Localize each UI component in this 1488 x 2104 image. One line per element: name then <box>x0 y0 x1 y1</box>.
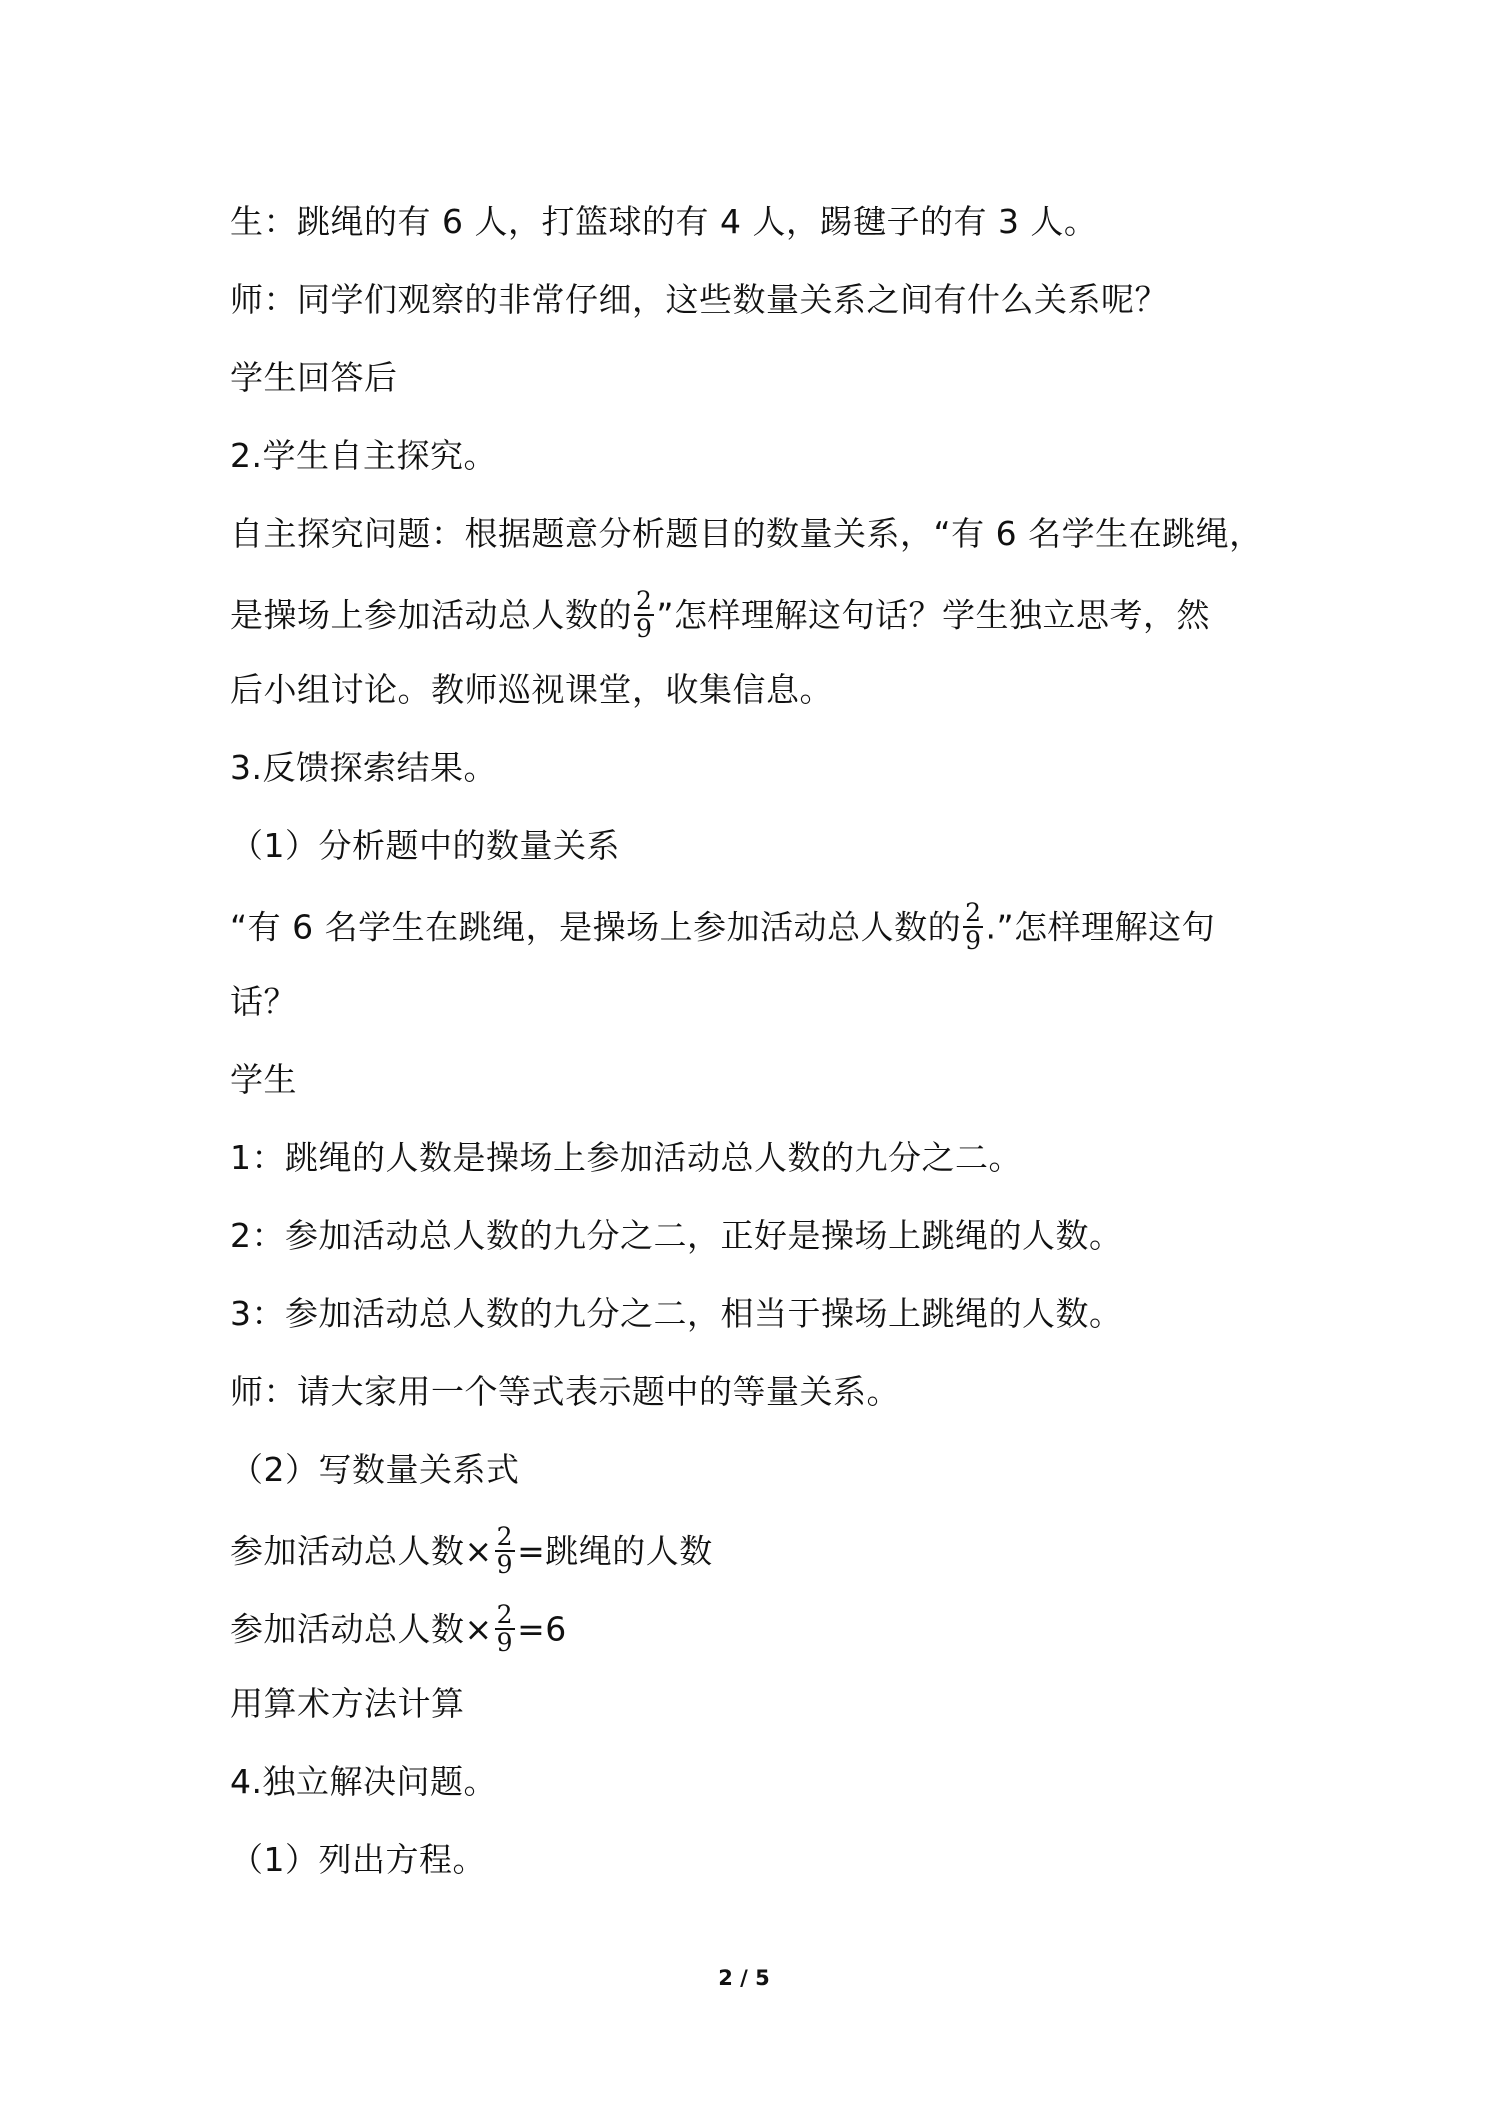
fraction-denominator: 9 <box>965 926 982 955</box>
fraction-numerator: 2 <box>636 586 653 615</box>
section-heading-feedback: 3.反馈探索结果。 <box>230 748 497 787</box>
equation-line-1 <box>230 1522 713 1580</box>
fraction-denominator: 9 <box>636 614 653 643</box>
text-line-student-answer: 生：跳绳的有 6 人，打篮球的有 4 人，踢毽子的有 3 人。 <box>230 202 1098 241</box>
text-line-arithmetic: 用算术方法计算 <box>230 1684 465 1723</box>
text-line-students: 学生 <box>230 1060 297 1099</box>
text-line-quote-cont: 话？ <box>230 982 297 1021</box>
section-heading-solve: 4.独立解决问题。 <box>230 1762 497 1801</box>
text-line-after-answer: 学生回答后 <box>230 358 398 397</box>
text-segment: “有 6 名学生在跳绳，是操场上参加活动总人数的 <box>230 907 962 947</box>
text-line-answer-2: 2：参加活动总人数的九分之二，正好是操场上跳绳的人数。 <box>230 1216 1123 1255</box>
fraction-two-ninths <box>634 588 654 642</box>
text-segment: =跳绳的人数 <box>517 1531 713 1571</box>
text-line-answer-1: 1：跳绳的人数是操场上参加活动总人数的九分之二。 <box>230 1138 1022 1177</box>
fraction-numerator: 2 <box>496 1522 514 1551</box>
text-segment: ”怎样理解这句话？学生独立思考，然 <box>656 595 1211 635</box>
fraction-denominator: 9 <box>496 1550 514 1579</box>
text-line-explore-question-cont <box>230 586 1211 644</box>
text-line-group-discussion: 后小组讨论。教师巡视课堂，收集信息。 <box>230 670 833 709</box>
fraction-numerator: 2 <box>965 898 982 927</box>
fraction-numerator: 2 <box>496 1600 514 1629</box>
text-segment: .”怎样理解这句 <box>985 907 1216 947</box>
subheading-write-relation: （2）写数量关系式 <box>230 1450 520 1489</box>
text-line-quote <box>230 898 1216 956</box>
text-line-answer-3: 3：参加活动总人数的九分之二，相当于操场上跳绳的人数。 <box>230 1294 1123 1333</box>
page-number: 2 / 5 <box>718 1966 770 1990</box>
text-line-teacher-question: 师：同学们观察的非常仔细，这些数量关系之间有什么关系呢？ <box>230 280 1168 319</box>
text-segment: 参加活动总人数× <box>230 1609 493 1649</box>
equation-line-2 <box>230 1600 567 1658</box>
fraction-two-ninths <box>963 900 983 954</box>
text-segment: 是操场上参加活动总人数的 <box>230 595 632 635</box>
section-heading-self-explore: 2.学生自主探究。 <box>230 436 497 475</box>
subheading-analyze-relation: （1）分析题中的数量关系 <box>230 826 620 865</box>
fraction-two-ninths <box>495 1524 515 1578</box>
text-line-teacher-prompt: 师：请大家用一个等式表示题中的等量关系。 <box>230 1372 900 1411</box>
text-segment: =6 <box>517 1609 567 1649</box>
fraction-denominator: 9 <box>496 1628 514 1657</box>
fraction-two-ninths <box>495 1602 515 1656</box>
subheading-list-equation: （1）列出方程。 <box>230 1840 486 1879</box>
text-line-explore-question: 自主探究问题：根据题意分析题目的数量关系，“有 6 名学生在跳绳， <box>230 514 1263 553</box>
text-segment: 参加活动总人数× <box>230 1531 493 1571</box>
